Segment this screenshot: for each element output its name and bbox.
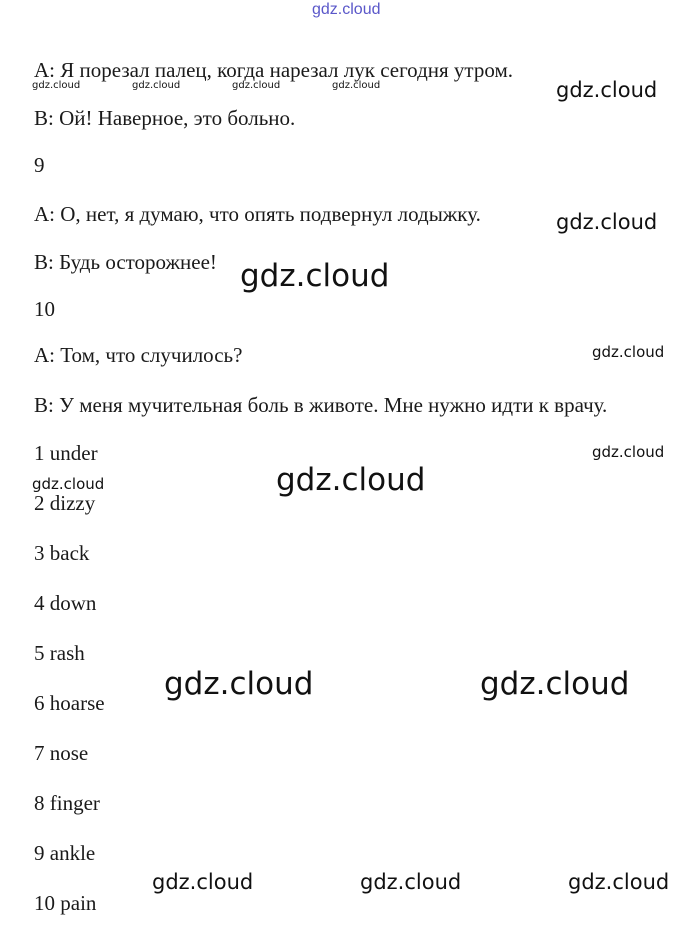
answer-item-5: 5 rash (34, 641, 85, 665)
watermark-right-2: gdz.cloud (556, 210, 658, 234)
answer-item-3: 3 back (34, 541, 90, 565)
dialogue-10-number: 10 (34, 297, 55, 321)
watermark-small-right-2: gdz.cloud (592, 443, 665, 461)
dialogue-10-line-a: A: Том, что случилось? (34, 343, 243, 367)
dialogue-10-line-b: B: У меня мучительная боль в животе. Мне нужно идти к врачу. (34, 393, 608, 417)
watermark-small-right-1: gdz.cloud (592, 343, 665, 361)
answer-item-6: 6 hoarse (34, 691, 105, 715)
answer-item-2: 2 dizzy (34, 491, 96, 515)
dialogue-9-line-a: A: О, нет, я думаю, что опять подвернул лодыжку. (34, 202, 481, 226)
watermark-tiny-1: gdz.cloud (32, 80, 81, 91)
watermark-tiny-2: gdz.cloud (132, 80, 181, 91)
dialogue-8-line-b: B: Ой! Наверное, это больно. (34, 106, 296, 130)
dialogue-9-line-b: B: Будь осторожнее! (34, 250, 217, 274)
watermark-right-1: gdz.cloud (556, 78, 658, 102)
watermark-top: gdz.cloud (312, 1, 381, 18)
dialogue-8-line-a: A: Я порезал палец, когда нарезал лук сегодня утром. (34, 58, 513, 82)
watermark-center-1: gdz.cloud (240, 258, 390, 294)
answer-item-8: 8 finger (34, 791, 100, 815)
answer-item-1: 1 under (34, 441, 98, 465)
watermark-small-left: gdz.cloud (32, 475, 105, 493)
watermark-tiny-3: gdz.cloud (232, 80, 281, 91)
answer-item-7: 7 nose (34, 741, 89, 765)
watermark-center-2: gdz.cloud (276, 462, 426, 498)
watermark-bottom-1: gdz.cloud (152, 870, 254, 894)
answer-item-10: 10 pain (34, 891, 97, 915)
answer-item-9: 9 ankle (34, 841, 96, 865)
dialogue-9-number: 9 (34, 153, 45, 177)
watermark-bottom-3: gdz.cloud (568, 870, 670, 894)
watermark-center-4: gdz.cloud (480, 666, 630, 702)
watermark-tiny-4: gdz.cloud (332, 80, 381, 91)
watermark-center-3: gdz.cloud (164, 666, 314, 702)
watermark-bottom-2: gdz.cloud (360, 870, 462, 894)
answer-item-4: 4 down (34, 591, 97, 615)
